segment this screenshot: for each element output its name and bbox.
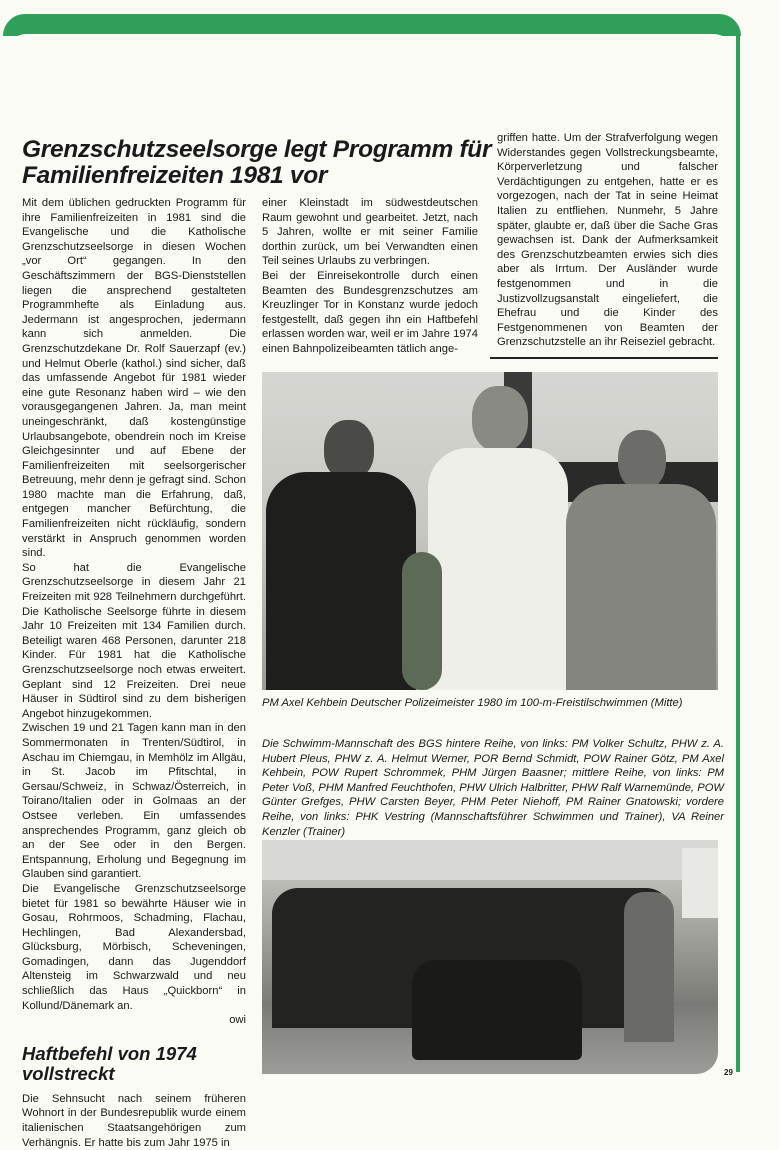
section-divider: [490, 357, 718, 359]
photo-trainer: [624, 892, 674, 1042]
article2-title: Haftbefehl von 1974 vollstreckt: [22, 1042, 197, 1084]
photo-caption: PM Axel Kehbein Deutscher Polizeimeister 1980 im 100-m-Freistilschwimmen (Mitte): [262, 697, 683, 709]
author-signature: owi: [229, 1014, 246, 1027]
article-paragraph: griffen hatte. Um der Strafverfolgung wegen Widerstandes gegen Vollstreckungsbeamte, Körperverletzung und falscher Verdächtigungen zu entgehen, hatte er es vorgezogen, nach der Tat in seine Heimat Italien zu entfliehen. Nunmehr, 5 Jahre später, glaubte er, daß über die Sache Gras gewachsen ist. Dank der Aufmerksamkeit des Grenzschutzbeamten erwies sich dies aber als Irrtum. Der Ausländer wurde festgenommen und in die Justizvollzugsanstalt eingeliefert, die Ehefrau und die Kinder des Festgenommenen von Beamten der Grenzschutzstelle an ihr Reiseziel gebracht.: [497, 132, 718, 349]
page-number: 29: [724, 1068, 733, 1077]
article-paragraph: Mit dem üblichen gedruckten Programm für ihre Familienfreizeiten in 1981 sind die Evangelische und die Katholische Grenzschutzseelsorge in diesen Wochen „vor Ort“ gegangen. In den Geschäftszimmern der BGS-Dienststellen liegen die ansprechend gestalteten Programmhefte als Einladung aus. Jedermann ist angesprochen, jedermann kann sich anmelden. Die Grenzschutzdekane Dr. Rolf Sauerzapf (ev.) und Helmut Oberle (kathol.) sind sicher, daß das umfassende Angebot für 1981 wieder eine gute Resonanz haben wird – wie den vorausgegangenen Jahren. Ja, man meint uneingeschränkt, daß kostengünstige Urlaubsangebote, obendrein noch im Kreise Gleichgesinnter und auf Ebene der Familienfreizeiten mit seelsorgerischer Betreuung, mehr denn je gefragt sind. Schon 1980 machte man die Erfahrung, daß, entgegen mancher Befürchtung, die Familienfreizeiten nicht rückläufig, sondern verstärkt in Anspruch genommen worden sind.: [22, 197, 246, 560]
article-paragraph: Die Sehnsucht nach seinem früheren Wohnort in der Bundesrepublik wurde einem italienischen Staatsangehörigen zum Verhängnis. Er hatte bis zum Jahr 1975 in: [22, 1092, 246, 1149]
header-green-band: [3, 14, 741, 36]
article-paragraph: einer Kleinstadt im südwestdeutschen Raum gewohnt und gearbeitet. Jetzt, nach 5 Jahren, wollte er mit seiner Familie dorthin zurück, um bei Verwandten einen Teil seines Urlaubs zu verbringen.: [262, 197, 478, 268]
article-title: Grenzschutzseelsorge legt Programm für Familienfreizeiten 1981 vor: [22, 136, 492, 189]
photo-caption: Die Schwimm-Mannschaft des BGS hintere Reihe, von links: PM Volker Schultz, PHW z. A. Hubert Pleus, PHW z. A. Helmut Werner, POR Bernd Schmidt, POW Rainer Götz, PM Axel Kehbein, POW Rupert Schrommek, PHM Jürgen Baasner; mittlere Reihe, von links: PM Peter Voß, PHM Manfred Feuchthofen, PHW Ulrich Halbritter, PHW Ralf Warnemünde, POW Günter Grefges, PHW Carsten Beyer, PHM Peter Niehoff, PM Rainer Gnatowski; vordere Reihe, von links: PHK Vestring (Mannschaftsführer Schwimmen und Trainer), VA Reiner Kenzler (Trainer): [262, 738, 724, 838]
photo-swim-team: [262, 840, 718, 1074]
photo-person-right-head: [618, 430, 666, 490]
column-1: [22, 196, 246, 1150]
photo-person-left: [266, 472, 416, 690]
article-paragraph: Die Evangelische Grenzschutzseelsorge bietet für 1981 so bewährte Häuser wie in Gosau, Rohrmoos, Schadming, Flachau, Hechlingen, Bad Alexandersbad, Glücksburg, Mörbisch, Scheveningen, Gomadingen, dann das Jugenddorf Altensteig im Schwarzwald und neu schließlich das Haus „Quickborn“ in Kollund/Dänemark an.: [22, 882, 246, 1012]
photo-swimmers-podium: [262, 372, 718, 690]
article-paragraph: Zwischen 19 und 21 Tagen kann man in den Sommermonaten in Trenten/Südtirol, in Aschau im Chiemgau, in Memhölz im Allgäu, in St. Jacob im Pfitschtal, in Gersau/Schweiz, in Schwaz/Österreich, in Toirano/Italien oder in Golmaas an der Ostsee verleben. Ein umfassendes ansprechendes Programm, ganz gleich ob an der See oder in den Bergen. Entspannung, Erholung und Begegnung im Glauben sind garantiert.: [22, 722, 246, 881]
article-paragraph: Bei der Einreisekontrolle durch einen Beamten des Bundesgrenzschutzes am Kreuzlinger Tor in Konstanz wurde jedoch festgestellt, daß gegen ihn ein Haftbefehl erlassen worden war, weil er im Jahre 1974 einen Bahnpolizeibeamten tätlich ange-: [262, 269, 478, 355]
header-band-cutout: [8, 34, 732, 64]
photo-flowers: [402, 552, 442, 690]
right-margin-green-line: [736, 30, 740, 1072]
column-3: [497, 131, 718, 350]
photo-person-right: [566, 484, 716, 690]
column-2: [262, 196, 478, 357]
photo-person-middle-head: [472, 386, 528, 452]
photo-building: [682, 848, 718, 918]
photo-person-middle: [428, 448, 568, 690]
photo-sky: [262, 840, 718, 880]
photo-person-left-head: [324, 420, 374, 480]
article-paragraph: So hat die Evangelische Grenzschutzseelsorge in diesem Jahr 21 Freizeiten mit 928 Teilnehmern durchgeführt. Die Katholische Seelsorge führte in diesem Jahr 10 Freizeiten mit 134 Familien durch. Beteiligt waren 468 Personen, darunter 218 Kinder. Für 1981 hat die Katholische Grenzschutzseelsorge noch etwas erweitert. Geplant sind 12 Freizeiten. Drei neue Häuser in Südtirol sind zu dem bisherigen Angebot hinzugekommen.: [22, 561, 246, 720]
photo-team-front-row: [412, 960, 582, 1060]
